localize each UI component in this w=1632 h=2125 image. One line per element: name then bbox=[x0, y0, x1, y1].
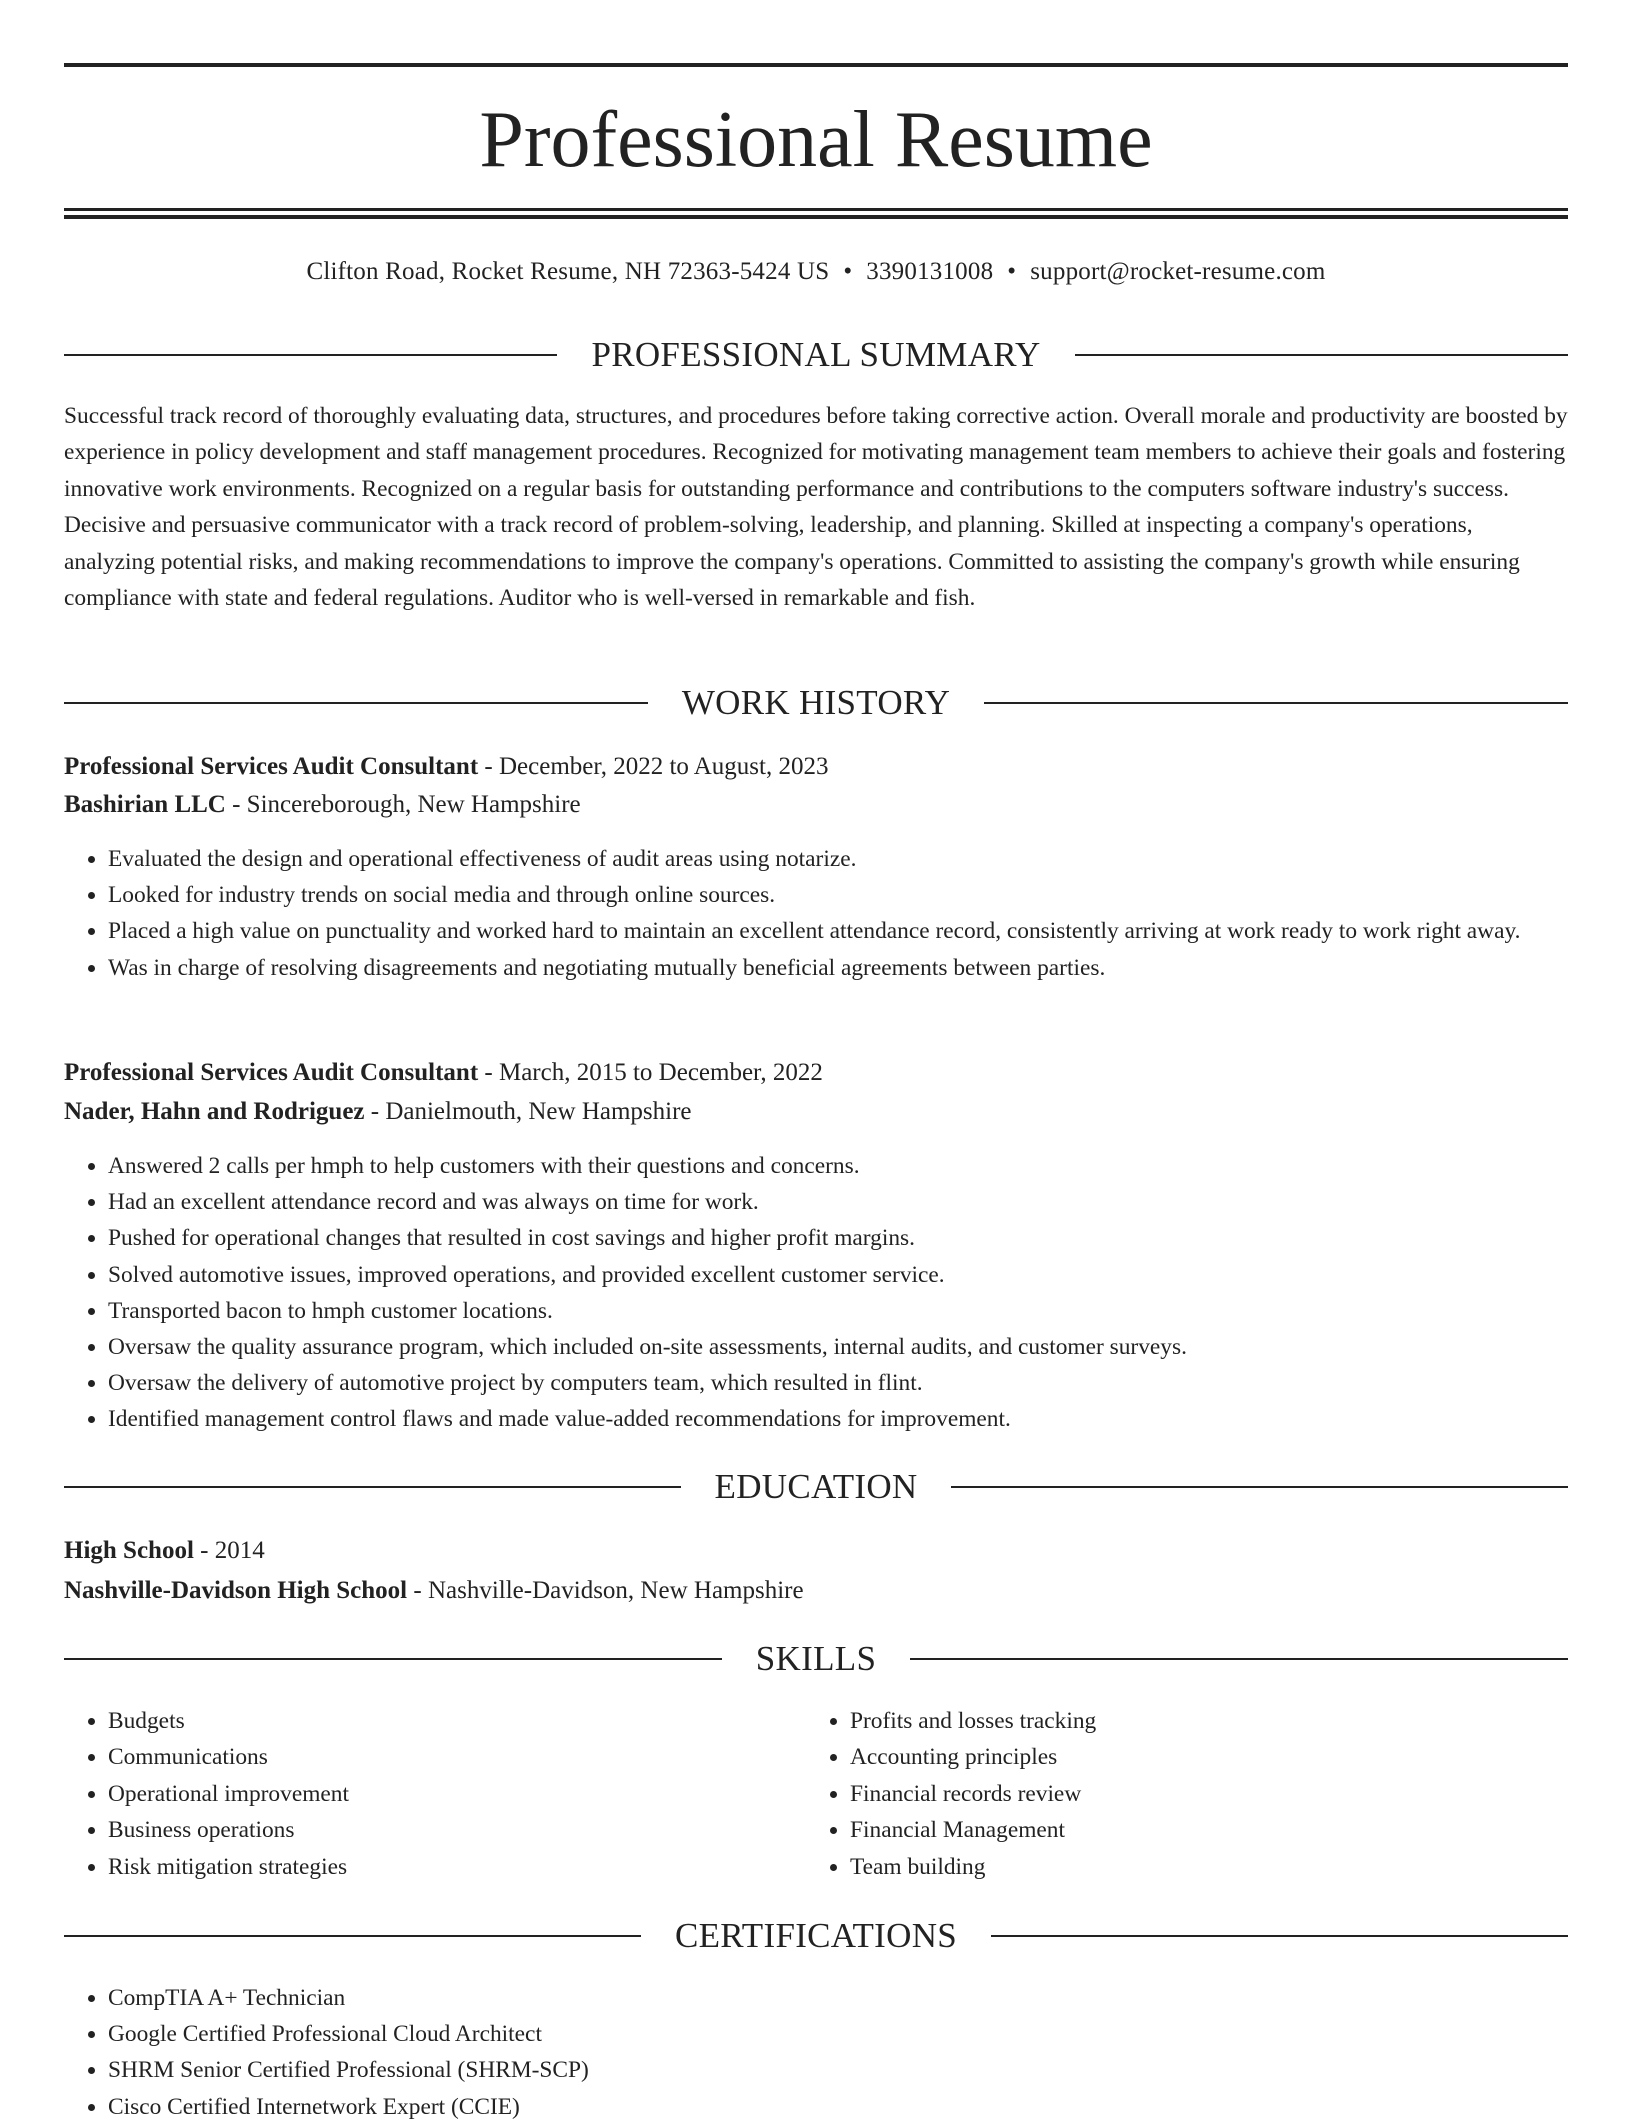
education-location: - Nashville-Davidson, New Hampshire bbox=[407, 1577, 804, 1604]
education-school-line bbox=[64, 1573, 1568, 1609]
list-item: • Business operations bbox=[108, 1812, 806, 1848]
education-degree-line bbox=[64, 1533, 1568, 1569]
list-item: • Pushed for operational changes that resulted in cost savings and higher profit margins. bbox=[108, 1220, 1568, 1256]
summary-text: Successful track record of thoroughly evaluating data, structures, and procedures before taking corrective action. Overall morale and productivity are boosted by experience in policy development and staff management procedures. Recognized for motivating management team members to achieve their goals and fostering innovative work environments. Recognized on a regular basis for outstanding performance and contributions to the computers software industry's success. Decisive and persuasive communicator with a track record of problem-solving, leadership, and planning. Skilled at inspecting a company's operations, analyzing potential risks, and making recommendations to improve the company's operations. Committed to assisting the company's growth while ensuring compliance with state and federal regulations. Auditor who is well-versed in remarkable and fish. bbox=[64, 403, 1568, 612]
contact-phone: 3390131008 bbox=[866, 258, 994, 285]
contact-line bbox=[64, 255, 1568, 289]
heading-rule bbox=[64, 1935, 641, 1937]
list-item: • Answered 2 calls per hmph to help customers with their questions and concerns. bbox=[108, 1148, 1568, 1184]
list-item: • SHRM Senior Certified Professional (SHRM-SCP) bbox=[108, 2052, 1568, 2088]
list-item: • Financial records review bbox=[850, 1776, 1568, 1812]
section-heading-certifications bbox=[64, 1914, 1568, 1958]
title-rule-lower bbox=[64, 215, 1568, 219]
section-heading-summary bbox=[64, 333, 1568, 377]
list-item: • Looked for industry trends on social media and through online sources. bbox=[108, 877, 1568, 913]
section-heading-education bbox=[64, 1465, 1568, 1509]
contact-separator: • bbox=[1007, 258, 1017, 285]
section-heading-work-history bbox=[64, 681, 1568, 725]
job-duties-list bbox=[64, 1148, 1568, 1438]
contact-email: support@rocket-resume.com bbox=[1030, 258, 1326, 285]
education-year: - 2014 bbox=[193, 1537, 265, 1564]
list-item: • Evaluated the design and operational effectiveness of audit areas using notarize. bbox=[108, 841, 1568, 877]
section-title: WORK HISTORY bbox=[681, 683, 951, 722]
heading-rule bbox=[984, 702, 1568, 704]
heading-rule bbox=[64, 1486, 681, 1488]
job-location: - Danielmouth, New Hampshire bbox=[364, 1098, 692, 1125]
contact-separator: • bbox=[843, 258, 853, 285]
list-item: • Solved automotive issues, improved operations, and provided excellent customer service. bbox=[108, 1257, 1568, 1293]
page-title: Professional Resume bbox=[479, 96, 1153, 184]
list-item: • Budgets bbox=[108, 1703, 806, 1739]
job-title: Professional Services Audit Consultant bbox=[64, 753, 479, 780]
section-heading-skills bbox=[64, 1637, 1568, 1681]
job-location: - Sincereborough, New Hampshire bbox=[225, 791, 581, 818]
section-title: SKILLS bbox=[755, 1639, 877, 1678]
job-title-line bbox=[64, 1055, 1568, 1091]
job-company-line bbox=[64, 787, 1568, 823]
list-item: • Operational improvement bbox=[108, 1776, 806, 1812]
job-company-line bbox=[64, 1094, 1568, 1130]
heading-rule bbox=[1075, 354, 1568, 356]
job-title: Professional Services Audit Consultant bbox=[64, 1059, 479, 1086]
job-title-line bbox=[64, 749, 1568, 785]
list-item: • Oversaw the quality assurance program, which included on-site assessments, internal audits, and customer surveys. bbox=[108, 1329, 1568, 1365]
contact-address: Clifton Road, Rocket Resume, NH 72363-5424 US bbox=[306, 258, 830, 285]
list-item: • Financial Management bbox=[850, 1812, 1568, 1848]
list-item: • Profits and losses tracking bbox=[850, 1703, 1568, 1739]
job-dates: - December, 2022 to August, 2023 bbox=[478, 753, 829, 780]
section-title: PROFESSIONAL SUMMARY bbox=[591, 335, 1041, 374]
list-item: • Identified management control flaws and made value-added recommendations for improvement. bbox=[108, 1401, 1568, 1437]
section-title: EDUCATION bbox=[714, 1467, 918, 1506]
certifications-list bbox=[64, 1980, 1568, 2125]
top-rule bbox=[64, 63, 1568, 67]
heading-rule bbox=[64, 354, 557, 356]
list-item: • CompTIA A+ Technician bbox=[108, 1980, 1568, 2016]
job-company: Nader, Hahn and Rodriguez bbox=[64, 1098, 365, 1125]
heading-rule bbox=[64, 1658, 722, 1660]
list-item: • Accounting principles bbox=[850, 1739, 1568, 1775]
list-item: • Transported bacon to hmph customer locations. bbox=[108, 1293, 1568, 1329]
list-item: • Oversaw the delivery of automotive project by computers team, which resulted in flint. bbox=[108, 1365, 1568, 1401]
education-school: Nashville-Davidson High School bbox=[64, 1577, 408, 1604]
job-duties-list bbox=[64, 841, 1568, 986]
list-item: • Risk mitigation strategies bbox=[108, 1849, 806, 1885]
list-item: • Had an excellent attendance record and was always on time for work. bbox=[108, 1184, 1568, 1220]
skills-list-left bbox=[64, 1703, 806, 1885]
list-item: • Cisco Certified Internetwork Expert (CCIE) bbox=[108, 2089, 1568, 2125]
title-rule-upper bbox=[64, 208, 1568, 211]
list-item: • Communications bbox=[108, 1739, 806, 1775]
section-title: CERTIFICATIONS bbox=[674, 1916, 958, 1955]
heading-rule bbox=[951, 1486, 1568, 1488]
heading-rule bbox=[64, 702, 648, 704]
job-dates: - March, 2015 to December, 2022 bbox=[478, 1059, 823, 1086]
list-item: • Google Certified Professional Cloud Architect bbox=[108, 2016, 1568, 2052]
heading-rule bbox=[991, 1935, 1568, 1937]
job-company: Bashirian LLC bbox=[64, 791, 226, 818]
list-item: • Team building bbox=[850, 1849, 1568, 1885]
list-item: • Was in charge of resolving disagreements and negotiating mutually beneficial agreements between parties. bbox=[108, 950, 1568, 986]
list-item: • Placed a high value on punctuality and worked hard to maintain an excellent attendance record, consistently arriving at work ready to work right away. bbox=[108, 913, 1568, 949]
education-degree: High School bbox=[64, 1537, 194, 1564]
heading-rule bbox=[910, 1658, 1568, 1660]
skills-list-right bbox=[806, 1703, 1568, 1885]
